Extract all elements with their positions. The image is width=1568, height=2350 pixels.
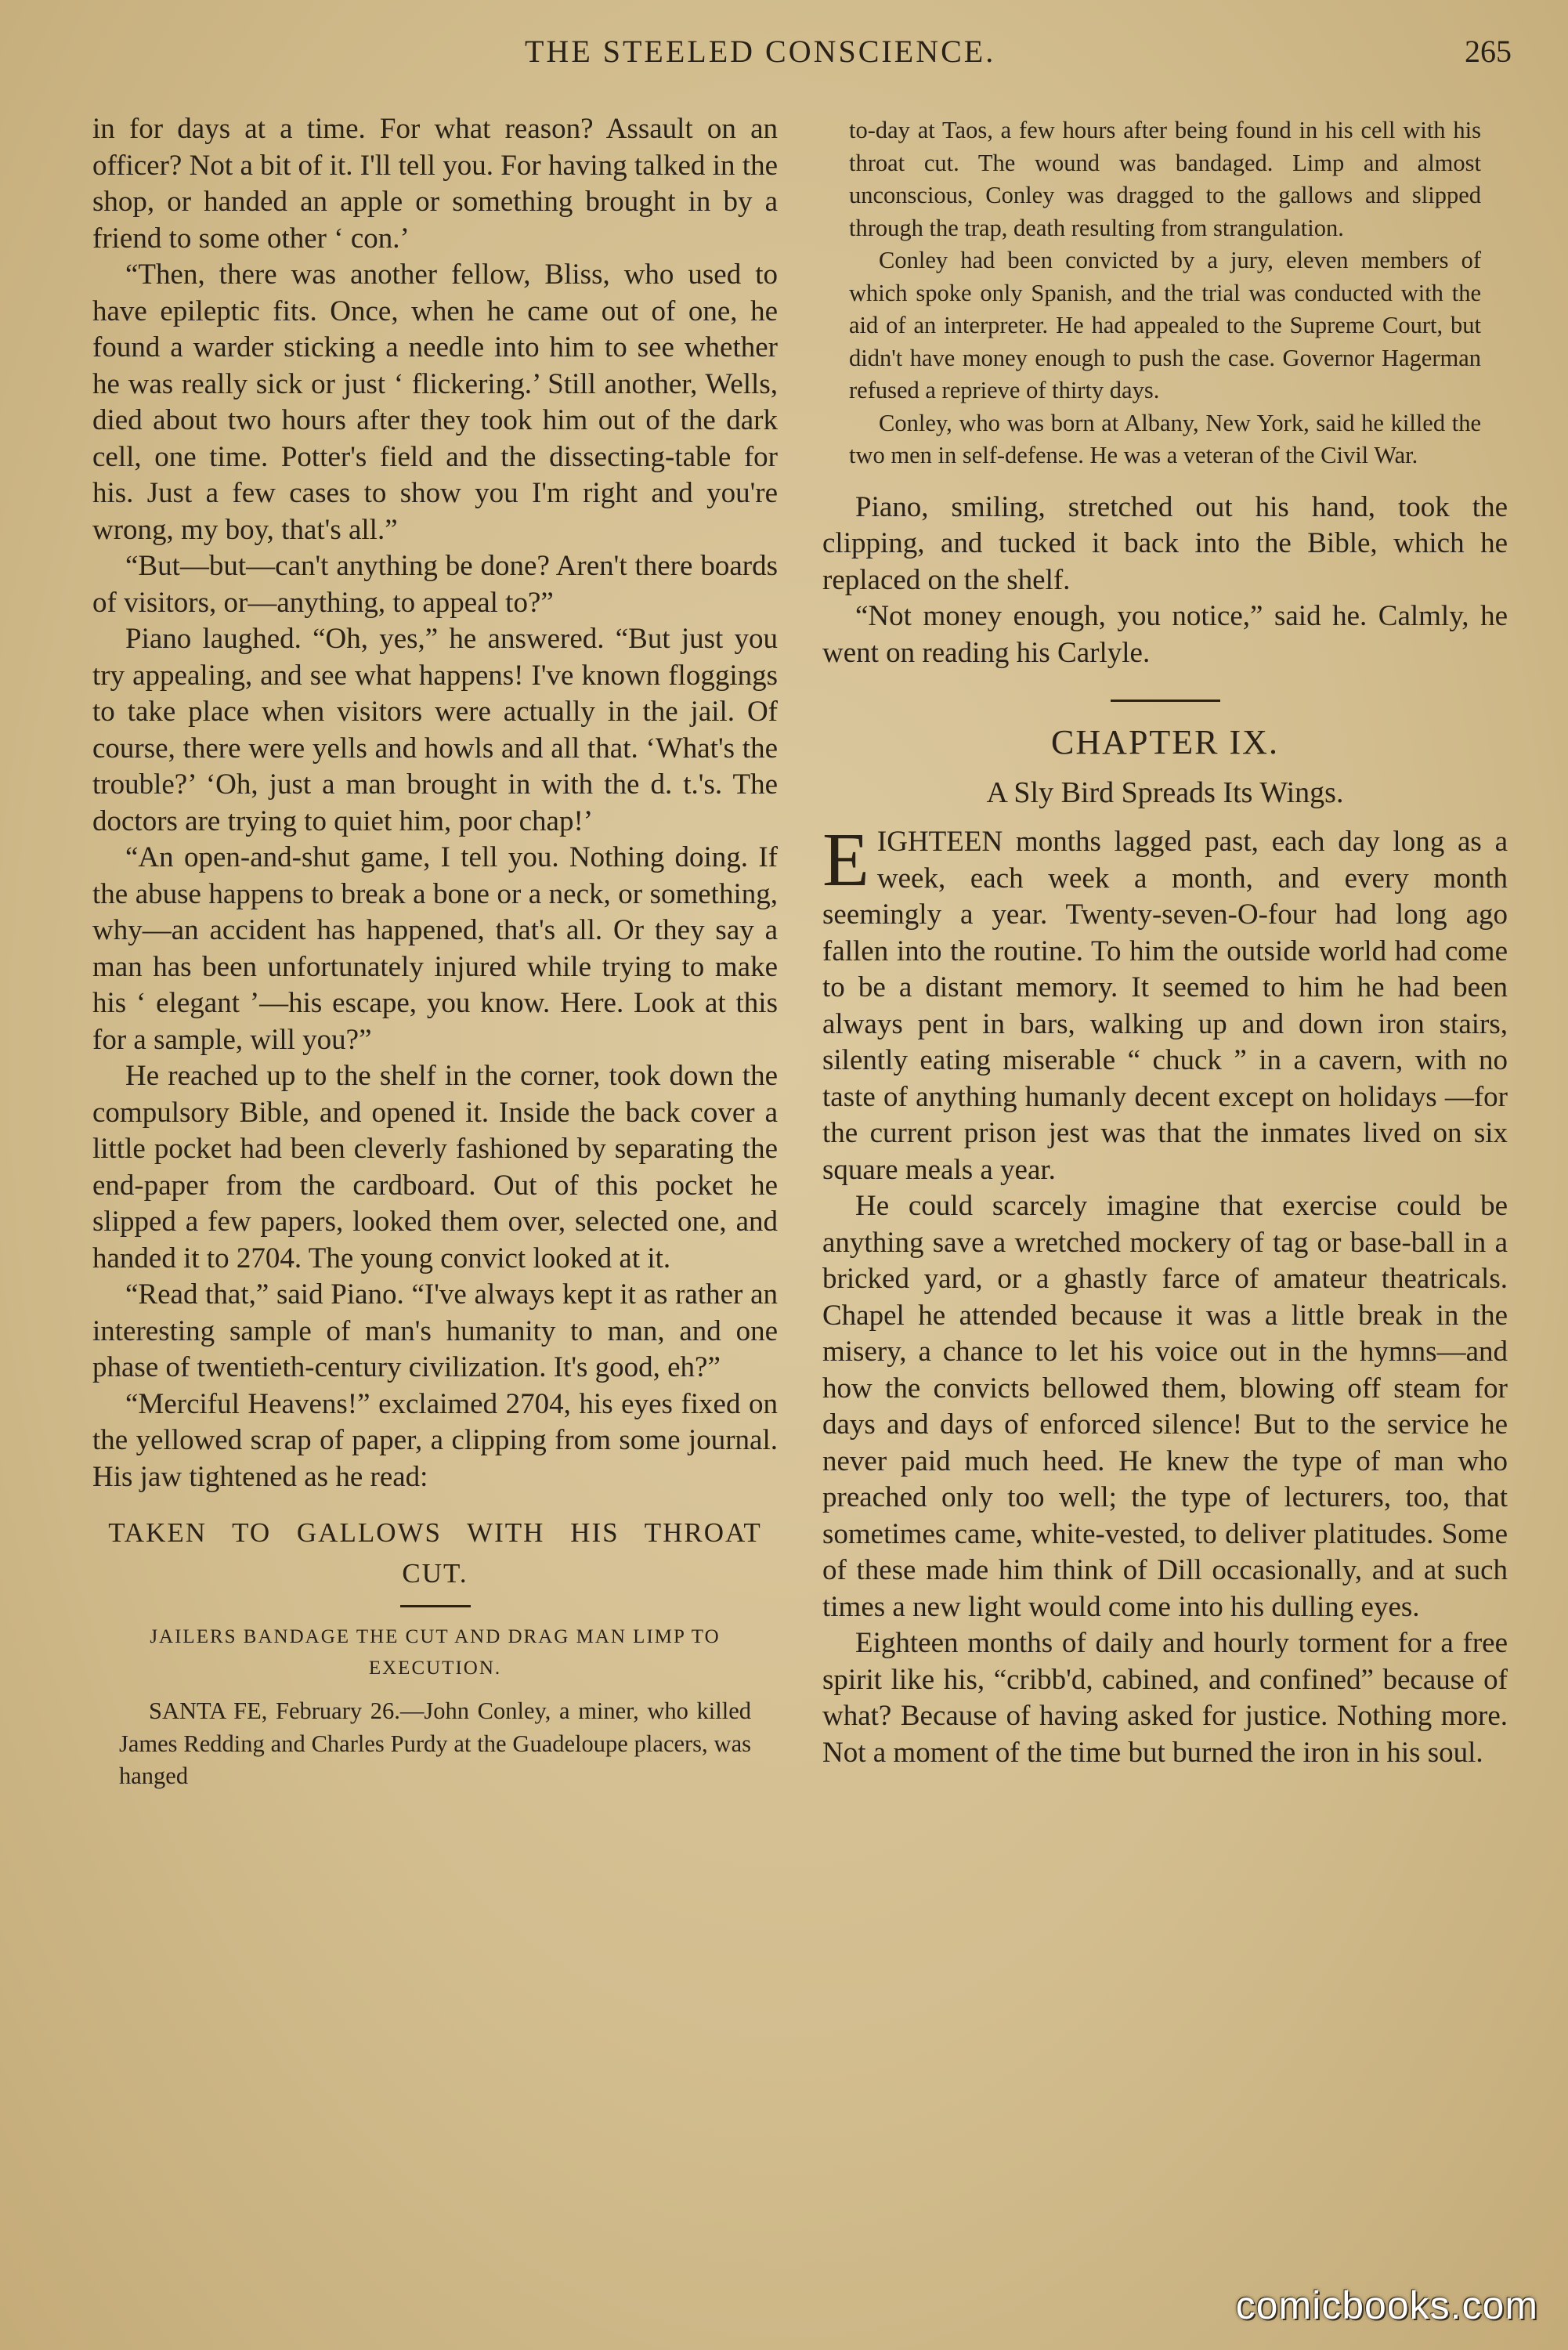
page-number: 265 bbox=[1465, 34, 1512, 69]
running-title: THE STEELED CONSCIENCE. bbox=[525, 34, 996, 69]
clipping-body-continued bbox=[822, 114, 1508, 472]
paragraph: He reached up to the shelf in the corner, took down the compulsory Bible, and opened it. Inside the back cover a little pocket had been cleverly fashioned by separating the end-paper from the cardboard. Out of this pocket he slipped a few papers, looked them over, selected one, and handed it to 2704. The young convict looked at it. bbox=[92, 1060, 778, 1274]
clipping-paragraph: SANTA FE, February 26.—John Conley, a miner, who killed James Redding and Charles Purdy at the Guadeloupe placers, was hanged bbox=[119, 1697, 751, 1789]
clipping-paragraph: Conley had been convicted by a jury, eleven members of which spoke only Spanish, and the trial was conducted with the aid of an interpreter. He had appealed to the Supreme Court, but didn't have money enough to push the case. Governor Hagerman refused a reprieve of thirty days. bbox=[849, 247, 1481, 403]
paragraph: “But—but—can't anything be done? Aren't there boards of visitors, or—anything, to appeal to?” bbox=[92, 550, 778, 619]
paragraph: “Merciful Heavens!” exclaimed 2704, his eyes fixed on the yellowed scrap of paper, a clipping from some journal. His jaw tightened as he read: bbox=[92, 1387, 778, 1493]
paragraph: “An open-and-shut game, I tell you. Nothing doing. If the abuse happens to break a bone or a neck, or something, why—an accident has happened, that's all. Or they say a man has been unfortunately injured while trying to make his ‘ elegant ’—his escape, you know. Here. Look at this for a sample, will you?” bbox=[92, 841, 778, 1056]
right-column bbox=[822, 114, 1508, 1771]
clipping-paragraph: Conley, who was born at Albany, New York, said he killed the two men in self-defense. He was a veteran of the Civil War. bbox=[849, 409, 1481, 468]
clipping-divider bbox=[400, 1605, 471, 1607]
paragraph: “Then, there was another fellow, Bliss, who used to have epileptic fits. Once, when he came out of one, he found a warder sticking a needle into him to see whether he was really sick or just ‘ flickering.’ Still another, Wells, died about two hours after they took him out of the dark cell, one time. Potter's field and the dissecting-table for his. Just a few cases to show you I'm right and you're wrong, my boy, that's all.” bbox=[92, 258, 778, 546]
paragraph: Piano, smiling, stretched out his hand, took the clipping, and tucked it back into the Bible, which he replaced on the shelf. bbox=[822, 490, 1508, 596]
drop-cap: E bbox=[822, 818, 869, 902]
clipping-headline: TAKEN TO GALLOWS WITH HIS THROAT CUT. bbox=[108, 1517, 762, 1589]
running-head bbox=[0, 33, 1568, 80]
left-column bbox=[92, 111, 778, 1793]
watermark: comicbooks.com bbox=[1235, 2283, 1538, 2327]
paragraph: “Not money enough, you notice,” said he. Calmly, he went on reading his Carlyle. bbox=[822, 600, 1508, 669]
paragraph: in for days at a time. For what reason? Assault on an officer? Not a bit of it. I'll tell you. For having talked in the shop, or handed an apple or something brought in by a friend to some other ‘ con.’ bbox=[92, 113, 778, 255]
clipping-body-start bbox=[92, 1695, 778, 1793]
paragraph: He could scarcely imagine that exercise could be anything save a wretched mockery of tag or base-ball in a bricked yard, or a ghastly farce of amateur theatricals. Chapel he attended because it was a little break in the misery, a chance to let his voice out in the hymns—and how the convicts bellowed them, blowing off steam for days and days of enforced silence! But to the service he never paid much heed. He knew the type of man who preached only too well; the type of lecturers, too, that sometimes came, white-vested, to deliver platitudes. Some of these made him think of Dill occasionally, and at such times a new light would come into his dulling eyes. bbox=[822, 1190, 1508, 1623]
paragraph: Eighteen months of daily and hourly torment for a free spirit like his, “cribb'd, cabined, and confined” because of what? Because of having asked for justice. Nothing more. Not a moment of the time but burned the iron in his soul. bbox=[822, 1627, 1508, 1769]
chapter-opening-paragraph bbox=[822, 818, 1508, 1188]
chapter-divider bbox=[1111, 700, 1220, 702]
chapter-title: CHAPTER IX. bbox=[1051, 723, 1279, 761]
clipping-subhead: JAILERS BANDAGE THE CUT AND DRAG MAN LIMP TO EXECUTION. bbox=[150, 1626, 721, 1679]
chapter-subtitle: A Sly Bird Spreads Its Wings. bbox=[986, 776, 1344, 809]
chapter-opening-text: IGHTEEN months lagged past, each day long as a week, each week a month, and every month seemingly a year. Twenty-seven-O-four had long ago fallen into the routine. To him the outside world had come to be a distant memory. It seemed to him he had been always pent in bars, walking up and down iron stairs, silently eating miserable “ chuck ” in a cavern, with no taste of anything humanly decent except on holidays —for the current prison jest was that the inmates lived on six square meals a year. bbox=[822, 826, 1508, 1186]
clipping-paragraph: to-day at Taos, a few hours after being found in his cell with his throat cut. The wound was bandaged. Limp and almost unconscious, Conley was dragged to the gallows and slipped through the trap, death resulting from strangulation. bbox=[849, 117, 1481, 241]
paragraph: “Read that,” said Piano. “I've always kept it as rather an interesting sample of man's humanity to man, and one phase of twentieth-century civilization. It's good, eh?” bbox=[92, 1278, 778, 1383]
paragraph: Piano laughed. “Oh, yes,” he answered. “But just you try appealing, and see what happens! I've known floggings to take place when visitors were actually in the jail. Of course, there were yells and howls and all that. ‘What's the trouble?’ ‘Oh, just a man brought in with the d. t.'s. The doctors are trying to quiet him, poor chap!’ bbox=[92, 623, 778, 837]
